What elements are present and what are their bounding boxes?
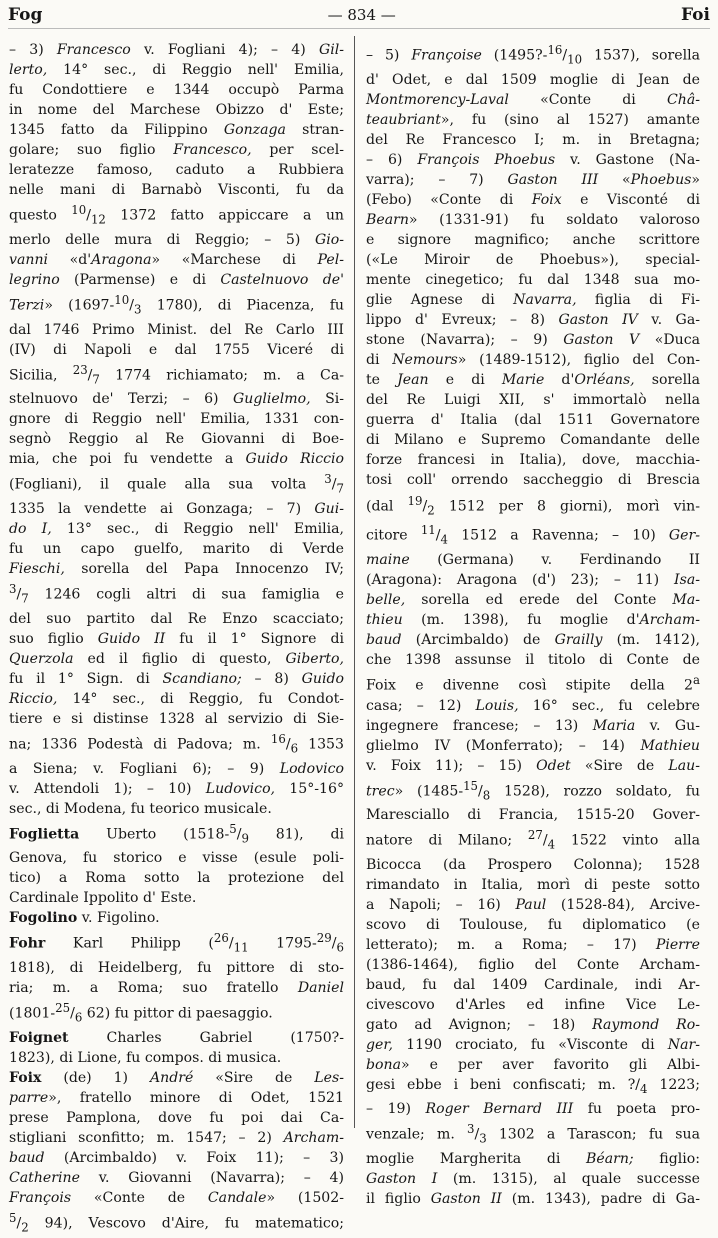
text-line: Querzola ed il figlio di questo, Giberto, — [9, 650, 344, 667]
text-line: il figlio Gaston II (m. 1343), padre di Ga- — [366, 1191, 700, 1208]
text-line: thieu (m. 1398), fu moglie d'Archam- — [366, 611, 700, 628]
text-line: Genova, fu storico e visse (esule poli- — [9, 850, 344, 867]
text-line: Foix (de) 1) André «Sire de Les- — [9, 1069, 344, 1086]
text-line: Fieschi, sorella del Papa Innocenzo IV; — [9, 561, 344, 578]
text-line: 1335 la vendette ai Gonzaga; – 7) Gui- — [9, 500, 344, 517]
page-header — [8, 2, 710, 29]
text-line: legrino (Parmense) e di Castelnuovo de' — [9, 272, 344, 289]
text-line: («Le Miroir de Phoebus»), special- — [366, 251, 700, 268]
text-line: Foglietta Uberto ($1518-^5/_9$ 81), di — [9, 821, 345, 846]
text-line: Fogolino v. Figolino. — [9, 910, 160, 927]
text-line: 1345 fatto da Filippino Gonzaga stran- — [9, 122, 344, 139]
text-line: Catherine v. Giovanni (Navarra); – 4) — [9, 1169, 344, 1186]
text-line: stone (Navarra); – 9) Gaston V «Duca — [366, 332, 700, 349]
text-line: Foix e divenne così stipite della 2$^a$ — [366, 672, 700, 694]
text-line: golare; suo figlio Francesco, per scel- — [9, 142, 345, 159]
text-line: parre», fratello minore di Odet, 1521 — [9, 1089, 344, 1106]
text-line: forze francesi in Italia), dove, macchia- — [366, 452, 700, 469]
text-line: fu un capo guelfo, marito di Verde — [9, 541, 344, 558]
text-line: (Aragona): Aragona (d') 23); – 11) Isa- — [366, 571, 700, 588]
text-line: prese Pamplona, dove fu poi dai Ca- — [9, 1109, 344, 1126]
text-line: gnore di Reggio nell' Emilia, 1331 con- — [9, 411, 344, 428]
text-line: gesi ebbe i beni confiscati; m. $?/_4$ 1223; — [366, 1077, 700, 1097]
text-line: glielmo IV (Monferrato); – 14) Mathieu — [366, 737, 700, 754]
text-line: Cardinale Ippolito d' Este. — [9, 890, 197, 907]
text-line: del suo partito dal Re Enzo scacciato; — [9, 610, 344, 627]
left-running-headword: Fog — [8, 5, 43, 25]
text-line: baud (Arcimbaldo) v. Foix 11); – 3) — [9, 1149, 344, 1166]
text-line: lippo d' Evreux; – 8) Gaston IV v. Ga- — [366, 312, 700, 329]
column-divider — [354, 36, 355, 1128]
text-line: mente cinegetico; fu dal 1348 sua mo- — [366, 272, 700, 289]
text-line: fu il 1° Sign. di Scandiano; – 8) Guido — [9, 670, 344, 687]
text-line: ger, 1190 crociato, fu «Visconte di Nar- — [366, 1037, 700, 1054]
text-line: $^5/_2$ 94), Vescovo d'Aire, fu matematico; — [9, 1211, 344, 1235]
text-line: bona» e per aver favorito gli Albi- — [366, 1057, 700, 1074]
text-line: Fohr Karl Philipp ($^{26}/_{11}$ $1795-^{29}/_6$ — [9, 931, 344, 955]
text-line: mia, che poi fu vendette a Guido Riccio — [9, 451, 344, 468]
left-column — [9, 40, 345, 1235]
text-line: (1386-1464), figlio del Conte Archam- — [366, 957, 700, 974]
right-running-headword: Foi — [681, 5, 710, 25]
text-line: natore di Milano; $^{27}/_4$ 1522 vinto alla — [366, 828, 700, 852]
text-line: a Siena; v. Fogliani 6); – 9) Lodovico — [9, 760, 344, 777]
text-line: in nome del Marchese Obizzo d' Este; — [9, 102, 344, 119]
text-line: casa; – 12) Louis, 16° sec., fu celebre — [366, 697, 700, 714]
text-line: segnò Reggio al Re Giovanni di Boe- — [9, 431, 344, 448]
text-line: $^3/_7$ 1246 cogli altri di sua famiglia e — [9, 582, 344, 606]
text-line: questo $^{10}/_{12}$ 1372 fatto appiccare a un — [9, 203, 344, 227]
text-line: stelnuovo de' Terzi; – 6) Guglielmo, Si- — [9, 391, 345, 408]
text-line: letterato); m. a Roma; – 17) Pierre — [366, 937, 700, 954]
text-line: vanni «d'Aragona» «Marchese di Pel- — [9, 251, 345, 268]
text-line: baud (Arcimbaldo) de Grailly (m. 1412), — [366, 631, 701, 648]
text-line: tosi coll' orrendo saccheggio di Brescia — [366, 472, 700, 489]
text-line: a Napoli; – 16) Paul (1528-84), Arcive- — [366, 897, 700, 914]
text-line: che 1398 assunse il titolo di Conte de — [366, 651, 700, 668]
text-line: trec» ($1485-^{15}/_8$ 1528), rozzo soldato, fu — [366, 778, 700, 803]
text-line: venzale; m. $^3/_3$ 1302 a Tarascon; fu sua — [366, 1122, 700, 1146]
text-line: fu Condottiere e 1344 occupò Parma — [9, 82, 344, 99]
text-line: d' Odet, e dal 1509 moglie di Jean de — [366, 71, 700, 88]
text-line: teaubriant», fu (sino al 1527) amante — [366, 111, 700, 128]
text-line: ria; m. a Roma; suo fratello Daniel — [9, 980, 344, 997]
text-line: Sicilia, $^{23}/_7$ 1774 richiamato; m. a Ca- — [9, 362, 344, 387]
text-line: – 5) Françoise ($1495?-^{16}/_{10}$ 1537), sorella — [366, 43, 700, 67]
text-line: del Re Francesco I; m. in Bretagna; — [366, 131, 700, 148]
text-line: tiere e si distinse 1328 al servizio di Sie- — [9, 710, 344, 727]
text-line: 1823), di Lione, fu compos. di musica. — [9, 1049, 282, 1066]
text-line: – 3) Francesco v. Fogliani 4); – 4) Gil- — [9, 42, 344, 58]
text-line: Maresciallo di Francia, 1515-20 Gover- — [366, 807, 700, 824]
text-line: – 6) François Phoebus v. Gastone (Na- — [366, 151, 700, 168]
text-line: gato ad Avignon; – 18) Raymond Ro- — [366, 1017, 700, 1034]
text-line: belle, sorella ed erede del Conte Ma- — [366, 591, 700, 608]
text-line: maine (Germana) v. Ferdinando II — [366, 551, 700, 568]
text-line: moglie Margherita di Béarn; figlio: — [366, 1150, 700, 1167]
text-line: v. Attendoli 1); – 10) Ludovico, 15°-16° — [9, 780, 344, 797]
text-line: te Jean e di Marie d'Orléans, sorella — [366, 372, 701, 389]
text-line: (IV) di Napoli e dal 1755 Viceré di — [9, 341, 344, 358]
text-line: (Febo) «Conte di Foix e Visconté di — [366, 191, 700, 208]
text-line: stigliani sconfitto; m. 1547; – 2) Archam- — [9, 1129, 344, 1146]
text-line: leratezze famoso, caduto a Rubbiera — [9, 162, 344, 179]
text-line: (dal $^{19}/_2$ 1512 per 8 giorni), morì vin- — [366, 493, 700, 518]
text-line: Riccio, 14° sec., di Reggio, fu Condot- — [9, 690, 344, 707]
text-line: ingegnere francese; – 13) Maria v. Gu- — [366, 717, 701, 734]
text-line: (Fogliani), il quale alla sua volta $^3/_7$ — [9, 472, 344, 496]
text-line: Foignet Charles Gabriel (1750?- — [9, 1029, 344, 1046]
text-line: citore $^{11}/_4$ 1512 a Ravenna; – 10) Ger- — [366, 523, 700, 547]
text-line: – 19) Roger Bernard III fu poeta pro- — [366, 1101, 700, 1118]
text-line: Bearn» (1331-91) fu soldato valoroso — [366, 211, 700, 228]
text-line: suo figlio Guido II fu il 1° Signore di — [9, 630, 344, 647]
right-column — [366, 40, 701, 1208]
text-line: Bicocca (da Prospero Colonna); 1528 — [366, 856, 700, 873]
text-line: di Milano e Supremo Comandante delle — [366, 432, 700, 449]
text-line: e signore magnifico; anche scrittore — [366, 231, 700, 248]
text-line: tico) a Roma sotto la protezione del — [9, 870, 344, 887]
text-line: glie Agnese di Navarra, figlia di Fi- — [366, 292, 700, 309]
text-line: ($1801-^{25}/_6$ 62) fu pittor di paesaggio. — [9, 1001, 273, 1025]
text-line: Gaston I (m. 1315), al quale successe — [366, 1170, 701, 1187]
text-line: baud, fu dal 1409 Cardinale, indi Ar- — [366, 977, 700, 994]
text-line: nelle mani di Barnabò Visconti, fu da — [9, 182, 344, 199]
text-line: guerra d' Italia (dal 1511 Governatore — [366, 412, 700, 429]
text-line: Terzi» ($1697-^{10}/_3$ 1780), di Piacenza, fu — [9, 293, 344, 317]
text-line: na; 1336 Podestà di Padova; m. $^{16}/_6$ 1353 — [9, 732, 344, 756]
text-line: v. Foix 11); – 15) Odet «Sire de Lau- — [366, 757, 700, 774]
text-line: dal 1746 Primo Minist. del Re Carlo III — [9, 321, 344, 338]
text-line: di Nemours» (1489-1512), figlio del Con- — [366, 352, 701, 369]
text-line: merlo delle mura di Reggio; – 5) Gio- — [9, 231, 344, 248]
text-line: rimandato in Italia, morì di peste sotto — [366, 877, 700, 894]
text-line: sec., di Modena, fu teorico musicale. — [9, 800, 272, 817]
text-line: del Re Luigi XII, s' immortalò nella — [366, 392, 700, 409]
text-line: scovo di Toulouse, fu diplomatico (e — [366, 917, 700, 934]
page-number: — 834 — — [327, 6, 396, 24]
text-line: François «Conte de Candale» (1502- — [9, 1189, 344, 1206]
text-line: varra); – 7) Gaston III «Phoebus» — [366, 171, 700, 188]
text-line: do I, 13° sec., di Reggio nell' Emilia, — [9, 521, 344, 538]
text-line: civescovo d'Arles ed infine Vice Le- — [366, 997, 700, 1014]
text-line: lerto, 14° sec., di Reggio nell' Emilia, — [9, 62, 344, 79]
text-line: Montmorency-Laval «Conte di Châ- — [366, 91, 700, 108]
text-line: 1818), di Heidelberg, fu pittore di sto- — [9, 959, 344, 976]
